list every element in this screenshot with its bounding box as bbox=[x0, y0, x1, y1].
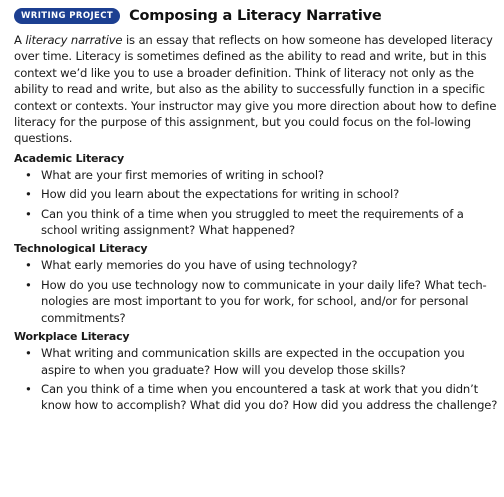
bullet-icon: • bbox=[25, 206, 32, 221]
section-heading: Academic Literacy bbox=[14, 151, 125, 165]
list-item bbox=[14, 345, 498, 378]
list-item-text: How do you use technology now to communicate in your daily life? What tech-nologies are most important to you for work, for school, and/or for personal commitments? bbox=[41, 277, 487, 325]
header bbox=[14, 8, 498, 24]
list-item bbox=[14, 257, 498, 273]
section-heading: Technological Literacy bbox=[14, 242, 148, 256]
page-title: Composing a Literacy Narrative bbox=[129, 8, 382, 24]
list-item-text: What are your first memories of writing in school? bbox=[41, 167, 324, 182]
intro-term: literacy narrative bbox=[25, 33, 123, 47]
question-list bbox=[14, 167, 498, 239]
section-heading: Workplace Literacy bbox=[14, 330, 130, 344]
list-item-text: Can you think of a time when you struggled to meet the requirements of a school writing assignment? What happened? bbox=[41, 206, 464, 238]
list-item bbox=[14, 206, 498, 239]
bullet-icon: • bbox=[25, 258, 32, 273]
section-technological-literacy bbox=[14, 242, 498, 326]
list-item bbox=[14, 167, 498, 183]
bullet-icon: • bbox=[25, 346, 32, 361]
writing-project-badge: WRITING PROJECT bbox=[14, 8, 120, 24]
list-item-text: How did you learn about the expectations for writing in school? bbox=[41, 187, 400, 202]
bullet-icon: • bbox=[25, 167, 32, 182]
section-workplace-literacy bbox=[14, 330, 498, 414]
intro-text: is an essay that reflects on how someone has developed literacy over time. Literacy is sometimes defined as the ability to read and write, but in this context we’d like you to use a broader definition. Think of literacy not only as the ability to read and write, but also as the ability to successfully function in a specific context or contexts. Your instructor may give you more direction about how to define literacy for the purpose of this assignment, but you could focus on the fol-lowing questions. bbox=[14, 33, 497, 146]
section-academic-literacy bbox=[14, 152, 498, 239]
list-item-text: Can you think of a time when you encountered a task at work that you didn’t know how to accomplish? What did you do? How did you address the challenge? bbox=[41, 381, 498, 413]
bullet-icon: • bbox=[25, 277, 32, 292]
intro-prefix: A bbox=[14, 33, 26, 47]
bullet-icon: • bbox=[25, 381, 32, 396]
list-item-text: What early memories do you have of using technology? bbox=[41, 258, 358, 273]
list-item-text: What writing and communication skills are expected in the occupation you aspire to when you graduate? How will you develop those skills? bbox=[41, 346, 465, 377]
list-item bbox=[14, 277, 498, 326]
list-item bbox=[14, 186, 498, 202]
intro-paragraph bbox=[14, 32, 498, 147]
question-list bbox=[14, 345, 498, 414]
question-list bbox=[14, 257, 498, 326]
list-item bbox=[14, 381, 498, 414]
bullet-icon: • bbox=[25, 187, 32, 202]
